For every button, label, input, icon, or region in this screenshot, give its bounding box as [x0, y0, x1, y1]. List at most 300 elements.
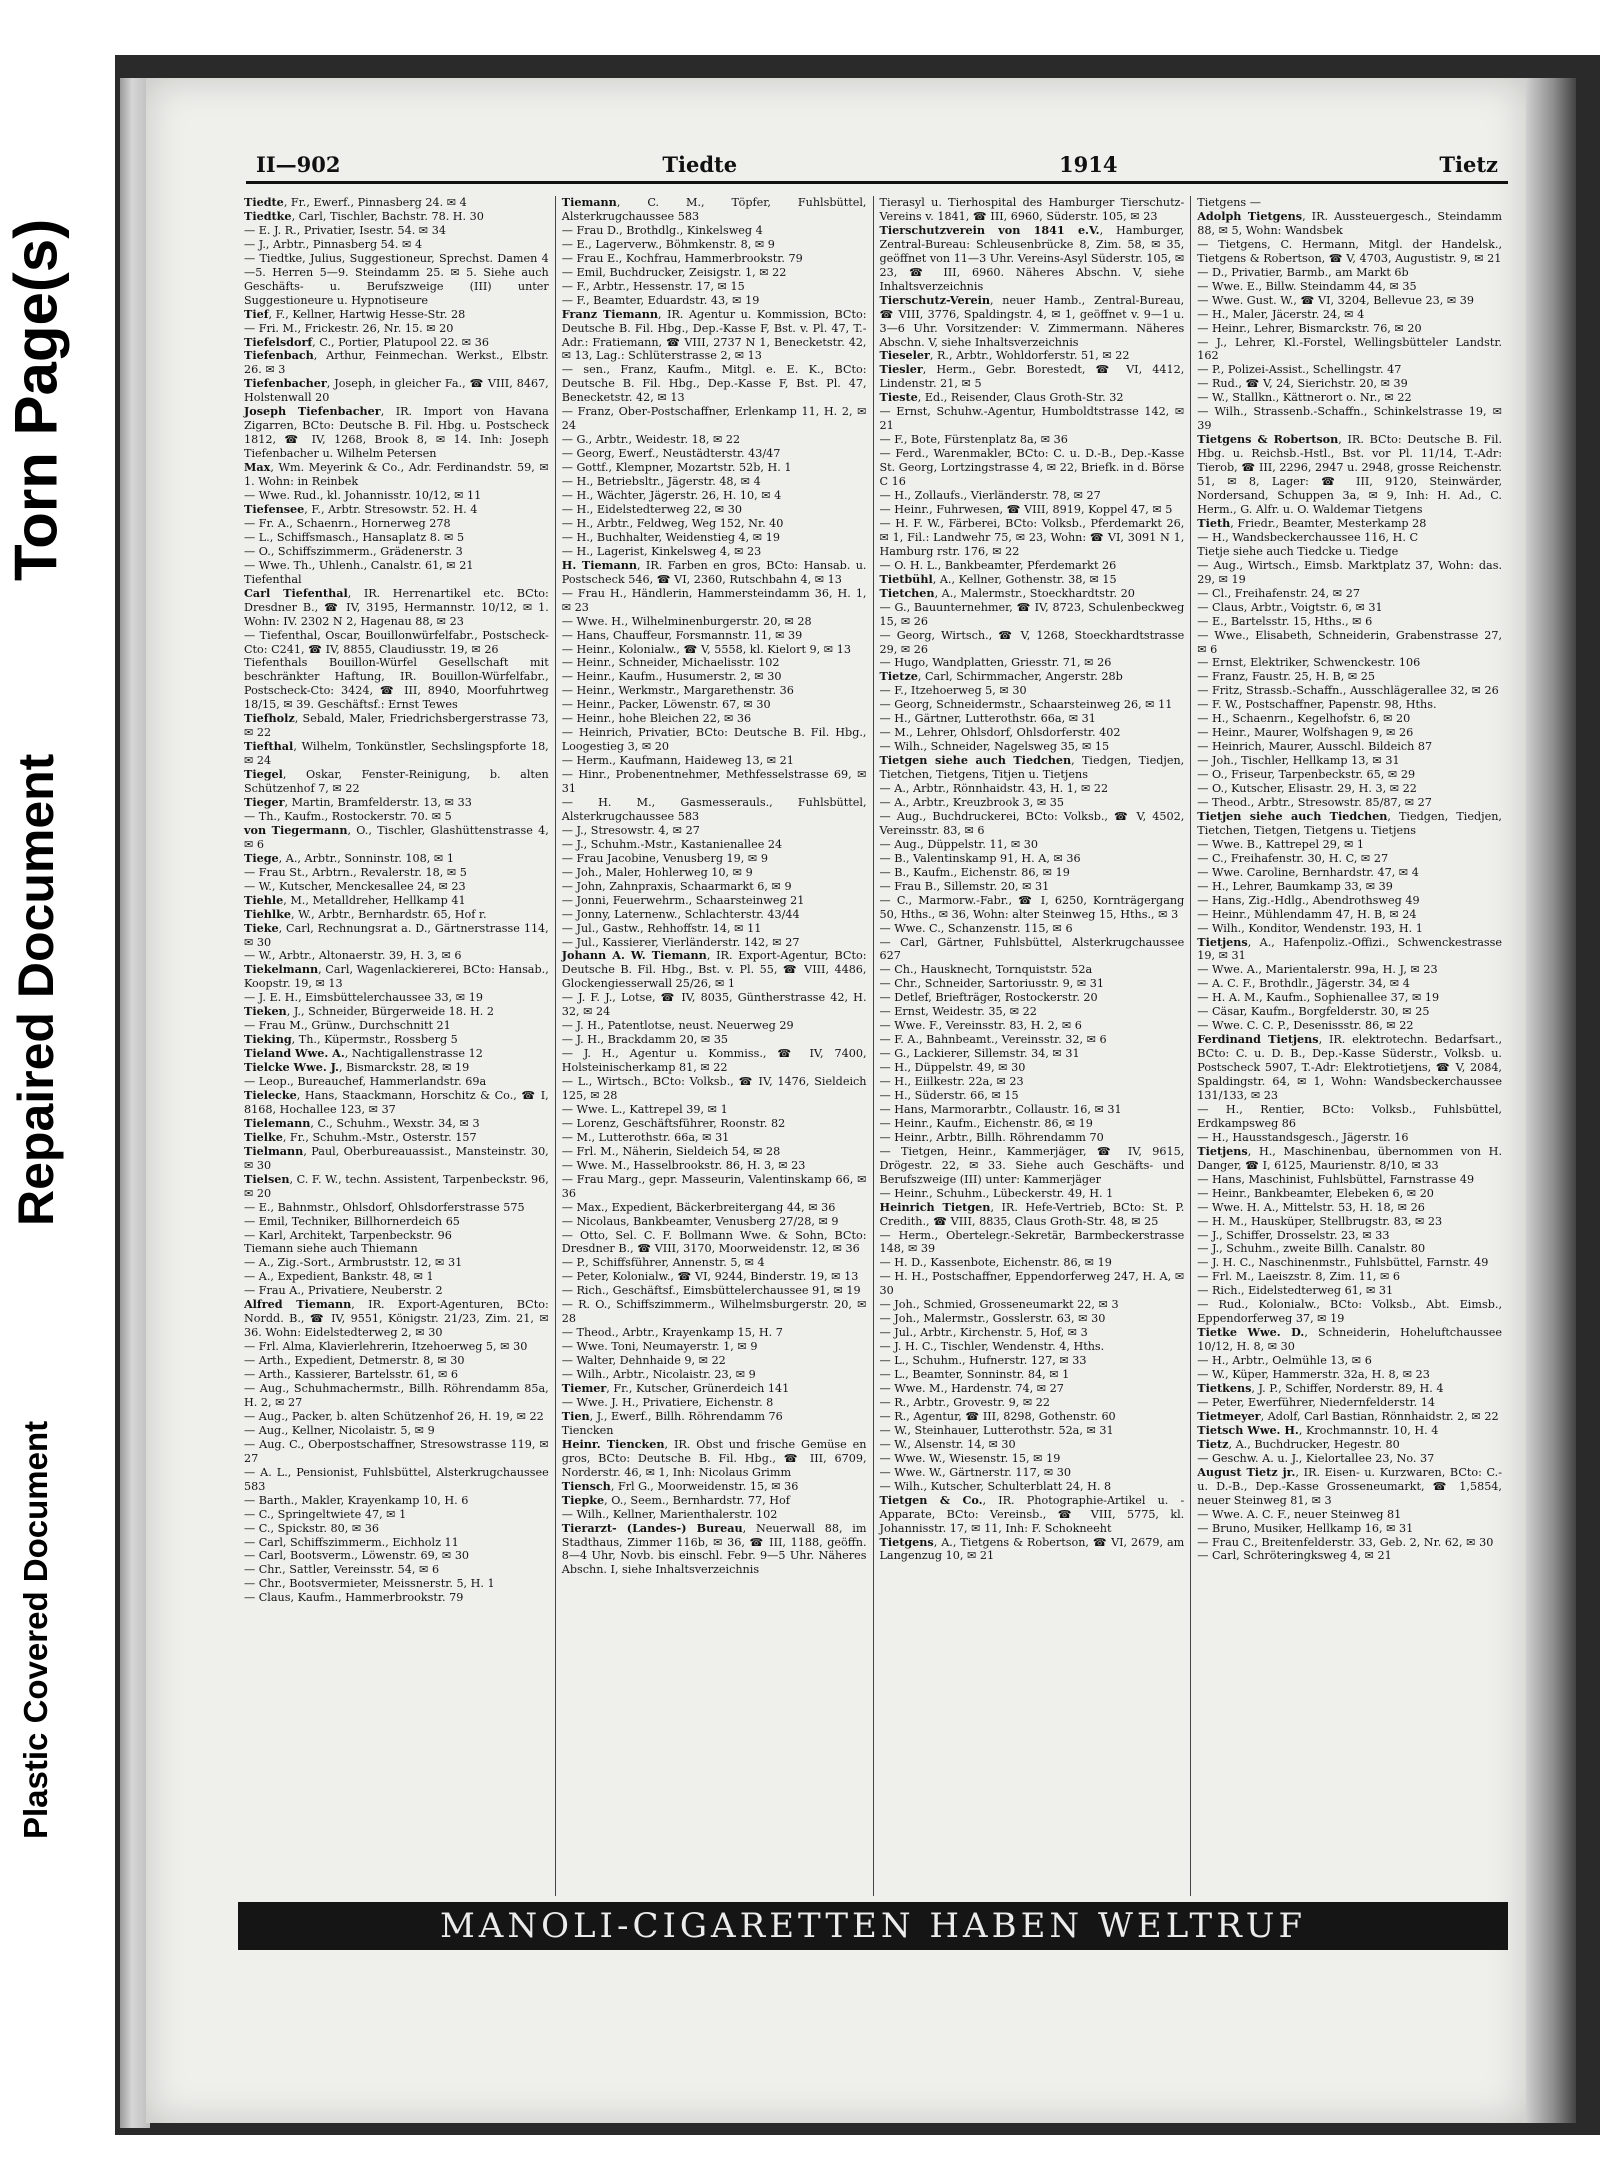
directory-entry: Tietze, Carl, Schirmmacher, Angerstr. 28b [879, 669, 1123, 684]
directory-entry: — O., Schiffszimmerm., Grädenerstr. 3 [244, 544, 463, 558]
directory-entry: Ferdinand Tietjens, IR. elektrotechn. Bedarfsart., BCto: C. u. D. B., Dep.-Kasse Süderstr., Volksb. u. Postscheck 5907, T.-Adr: Elektrotietjens, ☎ V, 2084, Spaldingstr. 64, ✉ 1, Wohn: Wandsbeckerchaussee 131/133, ✉ 23 [1197, 1032, 1503, 1102]
page-curl [1526, 78, 1576, 2123]
directory-entry: — H., Wächter, Jägerstr. 26, H. 10, ✉ 4 [561, 489, 782, 503]
directory-entry: — Wilh., Schneider, Nagelsweg 35, ✉ 15 [879, 740, 1110, 754]
directory-entry: — Chr., Bootsvermieter, Meissnerstr. 5, H. 1 [244, 1577, 495, 1591]
directory-entry: — Rich., Eidelstedterweg 61, ✉ 31 [1197, 1284, 1394, 1298]
directory-entry: Tieste, Ed., Reisender, Claus Groth-Str. 32 [879, 390, 1124, 405]
directory-entry: Tiemer, Fr., Kutscher, Grünerdeich 141 [561, 1381, 790, 1396]
directory-entry: Tierasyl u. Tierhospital des Hamburger Tierschutz-Vereins v. 1841, ☎ III, 6960, Süderstr. 105, ✉ 23 [879, 196, 1185, 223]
directory-entry: Tietgens, A., Tietgens & Robertson, ☎ VI, 2679, am Langenzug 10, ✉ 21 [879, 1534, 1185, 1563]
directory-entry: Tien, J., Ewerf., Billh. Röhrendamm 76 [561, 1408, 783, 1423]
directory-entry: — Leop., Bureauchef, Hammerlandstr. 69a [244, 1075, 487, 1089]
page-header [246, 143, 1508, 184]
directory-entry: — Joh., Maler, Hohlerweg 10, ✉ 9 [561, 865, 753, 879]
directory-entry: — M., Lehrer, Ohlsdorf, Ohlsdorferstr. 402 [879, 726, 1121, 740]
directory-entry: — Wilh., Kellner, Marienthalerstr. 102 [561, 1507, 778, 1521]
directory-entry: — Frl. Alma, Klavierlehrerin, Itzehoerweg 5, ✉ 30 [244, 1340, 528, 1354]
directory-entry: — Aug., Buchdruckerei, BCto: Volksb., ☎ V, 4502, Vereinsstr. 83, ✉ 6 [879, 809, 1185, 837]
directory-entry: — Arth., Kassierer, Bartelsstr. 61, ✉ 6 [244, 1368, 458, 1382]
directory-entry: — Aug., Wirtsch., Eimsb. Marktplatz 37, Wohn: das. 29, ✉ 19 [1197, 558, 1502, 586]
directory-entry: — Heinr., Lehrer, Bismarckstr. 76, ✉ 20 [1197, 321, 1422, 335]
directory-entry: — Walter, Dehnhaide 9, ✉ 22 [561, 1354, 726, 1368]
directory-entry: — A. C. F., Brothdlr., Jägerstr. 34, ✉ 4 [1197, 977, 1410, 991]
directory-entry: — J., Schiffer, Drosselstr. 23, ✉ 33 [1197, 1228, 1390, 1242]
directory-entry: Adolph Tietgens, IR. Aussteuergesch., Steindamm 88, ✉ 5, Wohn: Wandsbek [1197, 208, 1502, 237]
directory-entry: — Aug. C., Oberpostschaffner, Stresowstrasse 119, ✉ 27 [244, 1437, 549, 1465]
directory-entry: Tielemann, C., Schuhm., Wexstr. 34, ✉ 3 [244, 1115, 480, 1130]
directory-entry: — Jonny, Laternenw., Schlachterstr. 43/44 [561, 907, 800, 921]
directory-entry: — Joh., Schmied, Grosseneumarkt 22, ✉ 3 [879, 1298, 1119, 1312]
directory-entry: Tiensch, Frl G., Moorweidenstr. 15, ✉ 36 [561, 1478, 799, 1493]
directory-entry: — J. E. H., Eimsbüttelerchaussee 33, ✉ 19 [244, 991, 483, 1005]
directory-entry: — P., Schiffsführer, Annenstr. 5, ✉ 4 [561, 1256, 765, 1270]
directory-entry: — Wwe. H. A., Mittelstr. 53, H. 18, ✉ 26 [1197, 1200, 1425, 1214]
directory-entry: — Claus, Kaufm., Hammerbrookstr. 79 [244, 1591, 464, 1605]
directory-entry: Tieseler, R., Arbtr., Wohldorferstr. 51, ✉ 22 [879, 348, 1130, 363]
directory-entry: — O., Kutscher, Elisastr. 29, H. 3, ✉ 22 [1197, 782, 1417, 796]
directory-entry: Tiefenbach, Arthur, Feinmechan. Werkst., Elbstr. 26. ✉ 3 [244, 348, 549, 377]
directory-entry: Tietke Wwe. D., Schneiderin, Hoheluftchaussee 10/12, H. 8, ✉ 30 [1197, 1325, 1502, 1354]
directory-entry: — J. H. C., Tischler, Wendenstr. 4, Hths. [879, 1340, 1105, 1354]
directory-entry: — Georg, Wirtsch., ☎ V, 1268, Stoeckhardtstrasse 29, ✉ 26 [879, 628, 1185, 656]
directory-entry: — Detlef, Briefträger, Rostockerstr. 20 [879, 991, 1098, 1005]
directory-entry: — Carl, Gärtner, Fuhlsbüttel, Alsterkrugchaussee 627 [879, 935, 1185, 963]
directory-entry: Tiepke, O., Seem., Bernhardstr. 77, Hof [561, 1492, 790, 1507]
directory-entry: — Frau H., Händlerin, Hammersteindamm 36, H. 1, ✉ 23 [561, 586, 867, 614]
directory-entry: — Max., Expedient, Bäckerbreitergang 44, ✉ 36 [561, 1200, 836, 1214]
directory-entry: — M., Lutterothstr. 66a, ✉ 31 [561, 1130, 730, 1144]
directory-entry: Tief, F., Kellner, Hartwig Hesse-Str. 28 [244, 306, 466, 321]
directory-entry: Tielsen, C. F. W., techn. Assistent, Tarpenbeckstr. 96, ✉ 20 [244, 1171, 549, 1200]
directory-entry: — Arth., Expedient, Detmerstr. 8, ✉ 30 [244, 1354, 465, 1368]
directory-entry: — L., Schiffsmasch., Hansaplatz 8. ✉ 5 [244, 530, 465, 544]
directory-entry: — Frau C., Breitenfelderstr. 33, Geb. 2, Nr. 62, ✉ 30 [1197, 1535, 1494, 1549]
directory-entry: — W., Küper, Hammerstr. 32a, H. 8, ✉ 23 [1197, 1368, 1430, 1382]
directory-entry: Tieth, Friedr., Beamter, Mesterkamp 28 [1197, 515, 1427, 530]
directory-entry: Tiekelmann, Carl, Wagenlackiererei, BCto: Hansab., Koopstr. 19, ✉ 13 [244, 962, 549, 991]
directory-entry: — John, Zahnpraxis, Schaarmarkt 6, ✉ 9 [561, 879, 792, 893]
directory-entry: — H., Eidelstedterweg 22, ✉ 30 [561, 502, 742, 516]
directory-entry: — Ferd., Warenmakler, BCto: C. u. D.-B., Dep.-Kasse St. Georg, Lortzingstrasse 4, ✉ 22, Briefk. in d. Börse C 16 [879, 447, 1185, 489]
directory-entry: — Peter, Ewerführer, Niedernfelderstr. 14 [1197, 1395, 1435, 1409]
directory-entry: Tietz, A., Buchdrucker, Hegestr. 80 [1197, 1436, 1400, 1451]
directory-entry: — Theod., Arbtr., Krayenkamp 15, H. 7 [561, 1326, 783, 1340]
directory-entry: — R., Agentur, ☎ III, 8298, Gothenstr. 60 [879, 1409, 1116, 1423]
directory-entry: Tiegel, Oskar, Fenster-Reinigung, b. alten Schützenhof 7, ✉ 22 [244, 767, 549, 796]
directory-entry: Tiefenthals Bouillon-Würfel Gesellschaft mit beschränkter Haftung, IR. Bouillon-Würfelfabr., Postscheck-Cto: 3424, ☎ III, 8940, Moorfuhrtweg 18/15, ✉ 39. Geschäftsf.: Ernst Tewes [244, 656, 549, 712]
directory-entry: — Wilh., Kutscher, Schulterblatt 24, H. 8 [879, 1479, 1112, 1493]
directory-entry: — G., Bauunternehmer, ☎ IV, 8723, Schulenbeckweg 15, ✉ 26 [879, 600, 1185, 628]
directory-entry: — Franz, Faustr. 25, H. B, ✉ 25 [1197, 670, 1376, 684]
directory-entry: — Wwe. Gust. W., ☎ VI, 3204, Bellevue 23, ✉ 39 [1197, 293, 1475, 307]
directory-entry: — H., Wandsbeckerchaussee 116, H. C [1197, 530, 1419, 544]
directory-entry: Tierarzt- (Landes-) Bureau, Neuerwall 88, im Stadthaus, Zimmer 116b, ✉ 36, ☎ III, 1188, geöffn. 8—4 Uhr, Novb. bis einschl. Febr. 9—5 Uhr. Näheres Abschn. I, siehe Inhaltsverzeichnis [561, 1520, 867, 1577]
directory-entry: — H., Arbtr., Oelmühle 13, ✉ 6 [1197, 1354, 1372, 1368]
directory-entry: — Th., Kaufm., Rostockerstr. 70. ✉ 5 [244, 809, 452, 823]
directory-entry: — J., Stresowstr. 4, ✉ 27 [561, 823, 700, 837]
directory-entry: — H., Buchhalter, Weidenstieg 4, ✉ 19 [561, 530, 780, 544]
directory-entry: — Nicolaus, Bankbeamter, Venusberg 27/28, ✉ 9 [561, 1214, 839, 1228]
directory-entry: — F., Itzehoerweg 5, ✉ 30 [879, 684, 1027, 698]
directory-entry: Tieger, Martin, Bramfelderstr. 13, ✉ 33 [244, 794, 472, 809]
directory-entry: Tietgens & Robertson, IR. BCto: Deutsche B. Fil. Hbg. u. Reichsb.-Hstl., Bst. vor Pl. 11/14, T.-Adr: Tierob, ☎ III, 2296, 2947 u. 2948, grosse Reichenstr. 51, ✉ 8, Lager: ☎ III, 9120, Steinwärder, Nordersand, Schuppen 3a, ✉ 9, Inh: H. Ad., C. Herm., G. Alfr. u. O. Waldemar Tietgens [1197, 432, 1502, 516]
directory-entry: Tiefholz, Sebald, Maler, Friedrichsbergerstrasse 73, ✉ 22 [244, 711, 549, 740]
directory-entry: — Heinr., Werkmstr., Margarethenstr. 36 [561, 684, 794, 698]
directory-entry: — Tietgens, C. Hermann, Mitgl. der Handelsk., Tietgens & Robertson, ☎ V, 4703, Augustistr. 9, ✉ 21 [1197, 237, 1502, 265]
directory-entry: — W., Stallkn., Kättnerort o. Nr., ✉ 22 [1197, 391, 1412, 405]
directory-entry: — Wilh., Konditor, Wendenstr. 193, H. 1 [1197, 921, 1423, 935]
directory-entry: Franz Tiemann, IR. Agentur u. Kommission, BCto: Deutsche B. Fil. Hbg., Dep.-Kasse F, Bst. v. Pl. 47, T.-Adr.: Fratiemann, ☎ VIII, 2737 N 1, Benecketstr. 42, ✉ 13, Lag.: Schlüterstrasse 2, ✉ 13 [561, 306, 867, 363]
directory-entry: — H., Schaenrn., Kegelhofstr. 6, ✉ 20 [1197, 712, 1411, 726]
directory-entry: — Ernst, Elektriker, Schwenckestr. 106 [1197, 656, 1421, 670]
directory-entry: — Ernst, Weidestr. 35, ✉ 22 [879, 1005, 1037, 1019]
directory-entry: — Wwe. J. H., Privatiere, Eichenstr. 8 [561, 1395, 774, 1409]
directory-entry: — L., Schuhm., Hufnerstr. 127, ✉ 33 [879, 1354, 1087, 1368]
directory-entry: — Wilh., Arbtr., Nicolaistr. 23, ✉ 9 [561, 1368, 756, 1382]
directory-entry: Tietjens, A., Hafenpoliz.-Offizi., Schwenckestrasse 19, ✉ 31 [1197, 934, 1502, 963]
directory-entry: — H., Süderstr. 66, ✉ 15 [879, 1089, 1019, 1102]
header-year: 1914 [1059, 152, 1118, 177]
directory-entry: — Wwe. Rud., kl. Johannisstr. 10/12, ✉ 11 [244, 489, 482, 503]
directory-entry: — Frau B., Sillemstr. 20, ✉ 31 [879, 879, 1050, 893]
column-3 [874, 196, 1192, 1896]
directory-entry: — Karl, Architekt, Tarpenbeckstr. 96 [244, 1228, 452, 1242]
directory-entry: — Tietgen, Heinr., Kammerjäger, ☎ IV, 9615, Drögestr. 22, ✉ 33. Siehe auch Geschäfts- und Berufszweige (III) unter: Kammerjäger [879, 1144, 1185, 1186]
directory-entry: Tiefelsdorf, C., Portier, Platupool 22. ✉ 36 [244, 334, 489, 349]
directory-entry: Tierschutz-Verein, neuer Hamb., Zentral-Bureau, ☎ VIII, 3776, Spaldingstr. 4, ✉ 1, geöffnet v. 9—1 u. 3—6 Uhr. Vorsitzender: V. Zimmermann. Näheres Abschn. V, siehe Inhaltsverzeichnis [879, 292, 1185, 349]
directory-entry: Tielmann, Paul, Oberbureauassist., Mansteinstr. 30, ✉ 30 [244, 1143, 549, 1172]
directory-entry: — Ernst, Schuhw.-Agentur, Humboldtstrasse 142, ✉ 21 [879, 405, 1185, 433]
directory-entry: — Aug., Düppelstr. 11, ✉ 30 [879, 837, 1039, 851]
directory-entry: Tietgens — [1197, 196, 1261, 209]
directory-entry: — Hinr., Probenentnehmer, Methfesselstrasse 69, ✉ 31 [561, 768, 867, 796]
directory-entry: — Wwe. H., Wilhelminenburgerstr. 20, ✉ 28 [561, 614, 812, 628]
directory-entry: — Hans, Chauffeur, Forsmannstr. 11, ✉ 39 [561, 628, 803, 642]
directory-entry: — Cl., Freihafenstr. 24, ✉ 27 [1197, 586, 1360, 600]
directory-entry: — Rud., Kolonialw., BCto: Volksb., Abt. Eimsb., Eppendorferweg 37, ✉ 19 [1197, 1298, 1502, 1326]
directory-entry: Carl Tiefenthal, IR. Herrenartikel etc. BCto: Dresdner B., ☎ IV, 3195, Hermannstr. 10/12, ✉ 1. Wohn: IV. 2302 N 2, Hagenau 88, ✉ 23 [244, 585, 549, 628]
directory-entry: — Frl. M., Laeiszstr. 8, Zim. 11, ✉ 6 [1197, 1270, 1401, 1284]
directory-entry: — Joh., Malermstr., Gosslerstr. 63, ✉ 30 [879, 1312, 1106, 1326]
page-number: II—902 [256, 152, 341, 177]
directory-entry: — H., Rentier, BCto: Volksb., Fuhlsbüttel, Erdkampsweg 86 [1197, 1102, 1502, 1130]
directory-entry: Tiefenbacher, Joseph, in gleicher Fa., ☎ VIII, 8467, Holstenwall 20 [244, 376, 549, 405]
directory-entry: Tietchen, A., Malermstr., Stoeckhardtstr. 20 [879, 585, 1135, 600]
directory-entry: — Frau St., Arbtrn., Revalerstr. 18, ✉ 5 [244, 865, 467, 879]
directory-entry: — Aug., Packer, b. alten Schützenhof 26, H. 19, ✉ 22 [244, 1409, 544, 1423]
directory-entry: — E., Bahnmstr., Ohlsdorf, Ohlsdorferstrasse 575 [244, 1200, 525, 1214]
directory-entry: Tiemann, C. M., Töpfer, Fuhlsbüttel, Alsterkrugchaussee 583 [561, 196, 867, 223]
directory-entry: — L., Beamter, Sonninstr. 84, ✉ 1 [879, 1368, 1070, 1382]
directory-entry: — Wwe. Caroline, Bernhardstr. 47, ✉ 4 [1197, 865, 1419, 879]
directory-entry: — Heinr., Kaufm., Eichenstr. 86, ✉ 19 [879, 1116, 1093, 1130]
directory-entry: Tietje siehe auch Tiedcke u. Tiedge [1197, 544, 1399, 558]
directory-entry: — Wwe. M., Hasselbrookstr. 86, H. 3, ✉ 23 [561, 1158, 806, 1172]
column-1 [238, 196, 556, 1896]
header-right-word: Tietz [1439, 152, 1498, 177]
directory-entry: — J. F. J., Lotse, ☎ IV, 8035, Güntherstrasse 42, H. 32, ✉ 24 [561, 991, 867, 1019]
directory-entry: — Emil, Buchdrucker, Zeisigstr. 1, ✉ 22 [561, 265, 787, 279]
directory-entry: — H. M., Gasmesserauls., Fuhlsbüttel, Alsterkrugchaussee 583 [561, 795, 867, 823]
directory-entry: — H. F. W., Färberei, BCto: Volksb., Pferdemarkt 26, ✉ 1, Fil.: Landwehr 75, ✉ 23, Wohn: ☎ VI, 3091 N 1, Hamburg rstr. 176, ✉ 22 [879, 516, 1185, 558]
directory-entry: — A., Expedient, Bankstr. 48, ✉ 1 [244, 1270, 434, 1284]
directory-entry: — C., Freihafenstr. 30, H. C, ✉ 27 [1197, 851, 1389, 865]
directory-entry: Tiefthal, Wilhelm, Tonkünstler, Sechslingspforte 18, ✉ 24 [244, 739, 549, 768]
directory-entry: — O., Friseur, Tarpenbeckstr. 65, ✉ 29 [1197, 768, 1416, 782]
directory-entry: Heinr. Tiencken, IR. Obst und frische Gemüse en gros, BCto: Deutsche B. Fil. Hbg., ☎ III, 6709, Norderstr. 46, ✉ 1, Inh: Nicolaus Grimm [561, 1436, 867, 1479]
directory-entry: — Wwe. M., Hardenstr. 74, ✉ 27 [879, 1382, 1064, 1396]
directory-entry: — Wwe. W., Wiesenstr. 15, ✉ 19 [879, 1451, 1061, 1465]
plastic-covered-label: Plastic Covered Document [17, 1420, 54, 1840]
directory-entry: Tiedte, Fr., Ewerf., Pinnasberg 24. ✉ 4 [244, 196, 467, 209]
directory-entry: — Joh., Tischler, Hellkamp 13, ✉ 31 [1197, 754, 1400, 768]
directory-entry: — F., Arbtr., Hessenstr. 17, ✉ 15 [561, 279, 745, 293]
directory-entry: — Herm., Kaufmann, Haideweg 13, ✉ 21 [561, 754, 794, 768]
directory-entry: — H., Hausstandsgesch., Jägerstr. 16 [1197, 1130, 1409, 1144]
directory-entry: Tiehlke, W., Arbtr., Bernhardstr. 65, Hof r. [244, 906, 487, 921]
directory-entry: — L., Wirtsch., BCto: Volksb., ☎ IV, 1476, Sieldeich 125, ✉ 28 [561, 1075, 867, 1102]
directory-entry: — Emil, Techniker, Billhornerdeich 65 [244, 1214, 460, 1228]
column-4 [1191, 196, 1508, 1896]
directory-entry: — Jul., Gastw., Rehhoffstr. 14, ✉ 11 [561, 921, 762, 935]
directory-entry: Tieland Wwe. A., Nachtigallenstrasse 12 [244, 1046, 483, 1061]
directory-entry: — Wwe. E., Billw. Steindamm 44, ✉ 35 [1197, 279, 1417, 293]
directory-entry: — Wwe., Elisabeth, Schneiderin, Grabenstrasse 27, ✉ 6 [1197, 628, 1502, 656]
directory-entry: — H., Eiilkestr. 22a, ✉ 23 [879, 1075, 1024, 1089]
directory-entry: — F., Beamter, Eduardstr. 43, ✉ 19 [561, 293, 760, 307]
directory-entry: — Chr., Sattler, Vereinsstr. 54, ✉ 6 [244, 1563, 440, 1577]
directory-entry: — Wwe. A., Marientalerstr. 99a, H. J, ✉ 23 [1197, 963, 1438, 977]
directory-entry: — Wwe. C., Schanzenstr. 115, ✉ 6 [879, 921, 1073, 935]
directory-entry: Tietjen siehe auch Tiedchen, Tiedgen, Tiedjen, Tietchen, Tietgen, Tietgens u. Tietjens [1197, 808, 1502, 837]
directory-entry: — H. M., Hausküper, Stellbrugstr. 83, ✉ 23 [1197, 1214, 1443, 1228]
directory-entry: — Fritz, Strassb.-Schaffn., Ausschlägerallee 32, ✉ 26 [1197, 684, 1499, 698]
directory-entry: — Franz, Ober-Postschaffner, Erlenkamp 11, H. 2, ✉ 24 [561, 405, 867, 433]
directory-entry: — Heinr., Kolonialw., ☎ V, 5558, kl. Kielort 9, ✉ 13 [561, 642, 851, 656]
directory-entry: — H., Gärtner, Lutterothstr. 66a, ✉ 31 [879, 712, 1096, 726]
directory-entry: — Peter, Kolonialw., ☎ VI, 9244, Binderstr. 19, ✉ 13 [561, 1270, 859, 1284]
directory-entry: — Hans, Zig.-Hdlg., Abendrothsweg 49 [1197, 893, 1420, 907]
directory-entry: — Lorenz, Geschäftsführer, Roonstr. 82 [561, 1116, 786, 1130]
column-2 [556, 196, 874, 1896]
directory-entry: — E., Bartelsstr. 15, Hths., ✉ 6 [1197, 614, 1373, 628]
directory-entry: — Wwe. A. C. F., neuer Steinweg 81 [1197, 1507, 1402, 1521]
directory-entry: — Tiefenthal, Oscar, Bouillonwürfelfabr., Postscheck-Cto: C241, ☎ IV, 8855, Claudiusstr. 19, ✉ 26 [244, 628, 549, 656]
directory-entry: — Rich., Geschäftsf., Eimsbüttelerchaussee 91, ✉ 19 [561, 1284, 861, 1298]
directory-entry: — Otto, Sel. C. F. Bollmann Wwe. & Sohn, BCto: Dresdner B., ☎ VIII, 3170, Moorweidenstr. 12, ✉ 36 [561, 1228, 867, 1256]
directory-entry: — Frau E., Kochfrau, Hammerbrookstr. 79 [561, 251, 803, 265]
directory-entry: Tiege, A., Arbtr., Sonninstr. 108, ✉ 1 [244, 850, 454, 865]
directory-entry: Tiedtke, Carl, Tischler, Bachstr. 78. H. 30 [244, 208, 484, 223]
directory-entry: — G., Lackierer, Sillemstr. 34, ✉ 31 [879, 1047, 1080, 1061]
directory-entry: — Wwe. B., Kattrepel 29, ✉ 1 [1197, 837, 1364, 851]
directory-entry: — Jul., Arbtr., Kirchenstr. 5, Hof, ✉ 3 [879, 1326, 1088, 1340]
directory-entry: — Aug., Schuhmachermstr., Billh. Röhrendamm 85a, H. 2, ✉ 27 [244, 1382, 549, 1409]
directory-entry: — A., Arbtr., Kreuzbrook 3, ✉ 35 [879, 795, 1064, 809]
directory-entry: — Wwe. C. C. P., Desenissstr. 86, ✉ 22 [1197, 1019, 1414, 1033]
directory-entry: — Cäsar, Kaufm., Borgfelderstr. 30, ✉ 25 [1197, 1005, 1430, 1019]
directory-entry: — W., Kutscher, Menckesallee 24, ✉ 23 [244, 879, 466, 893]
directory-entry: — Wwe. Th., Uhlenh., Canalstr. 61, ✉ 21 [244, 558, 474, 572]
directory-entry: von Tiegermann, O., Tischler, Glashüttenstrasse 4, ✉ 6 [244, 822, 549, 851]
directory-entry: Tielecke, Hans, Staackmann, Horschitz & Co., ☎ I, 8168, Hochallee 123, ✉ 37 [244, 1088, 549, 1116]
directory-entry: — H., Lagerist, Kinkelsweg 4, ✉ 23 [561, 544, 762, 558]
directory-entry: — J. H., Brackdamm 20, ✉ 35 [561, 1033, 729, 1047]
directory-entry: — Wilh., Strassenb.-Schaffn., Schinkelstrasse 19, ✉ 39 [1197, 405, 1502, 433]
directory-entry: — C., Springeltwiete 47, ✉ 1 [244, 1507, 407, 1521]
directory-entry: — H., Maler, Jäcerstr. 24, ✉ 4 [1197, 307, 1365, 321]
directory-entry: — Heinr., Schuhm., Lübeckerstr. 49, H. 1 [879, 1186, 1114, 1200]
directory-entry: — H. H., Postschaffner, Eppendorferweg 247, H. A, ✉ 30 [879, 1270, 1185, 1298]
directory-entry: Tieking, Th., Küpermstr., Rossberg 5 [244, 1032, 458, 1047]
directory-entry: — Wwe. Toni, Neumayerstr. 1, ✉ 9 [561, 1340, 758, 1354]
directory-entry: — F. A., Bahnbeamt., Vereinsstr. 32, ✉ 6 [879, 1033, 1107, 1047]
directory-entry: Tietsch Wwe. H., Krochmannstr. 10, H. 4 [1197, 1422, 1439, 1437]
directory-entry: — H., Zollaufs., Vierländerstr. 78, ✉ 27 [879, 489, 1101, 503]
directory-entry: — Heinr., Fuhrwesen, ☎ VIII, 8919, Koppel 47, ✉ 5 [879, 502, 1173, 516]
directory-entry: — Claus, Arbtr., Voigtstr. 6, ✉ 31 [1197, 600, 1383, 614]
directory-entry: — Bruno, Musiker, Hellkamp 16, ✉ 31 [1197, 1521, 1414, 1535]
directory-entry: — Gottf., Klempner, Mozartstr. 52b, H. 1 [561, 461, 792, 475]
directory-entry: — Hans, Marmorarbtr., Collaustr. 16, ✉ 31 [879, 1102, 1122, 1116]
directory-entry: — Frau Jacobine, Venusberg 19, ✉ 9 [561, 851, 768, 865]
directory-entry: — Heinr., hohe Bleichen 22, ✉ 36 [561, 712, 752, 726]
directory-entry: — Wwe. L., Kattrepel 39, ✉ 1 [561, 1102, 728, 1116]
directory-entry: Heinrich Tietgen, IR. Hefe-Vertrieb, BCto: St. P. Credith., ☎ VIII, 8835, Claus Groth-Str. 48, ✉ 25 [879, 1199, 1185, 1228]
directory-entry: — Carl, Schröteringksweg 4, ✉ 21 [1197, 1549, 1392, 1563]
directory-entry: Tiehle, M., Metalldreher, Hellkamp 41 [244, 892, 466, 907]
directory-entry: — Heinr., Schneider, Michaelisstr. 102 [561, 656, 780, 670]
directory-entry: — Carl, Schiffszimmerm., Eichholz 11 [244, 1535, 459, 1549]
directory-entry: — H., Betriebsltr., Jägerstr. 48, ✉ 4 [561, 475, 761, 489]
directory-entry: — Geschw. A. u. J., Kielortallee 23, No. 37 [1197, 1451, 1435, 1465]
directory-entry: — Rud., ☎ V, 24, Sierichstr. 20, ✉ 39 [1197, 377, 1408, 391]
directory-entry: — Georg, Schneidermstr., Schaarsteinweg 26, ✉ 11 [879, 698, 1173, 712]
directory-entry: August Tietz jr., IR. Eisen- u. Kurzwaren, BCto: C.- u. D.-B., Dep.-Kasse Grosseneumarkt, ☎ 1,5854, neuer Steinweg 81, ✉ 3 [1197, 1464, 1502, 1507]
directory-entry: — H., Lehrer, Baumkamp 33, ✉ 39 [1197, 879, 1393, 893]
directory-entry: — Frl. M., Näherin, Sieldeich 54, ✉ 28 [561, 1144, 781, 1158]
directory-entry: Tielke, Fr., Schuhm.-Mstr., Osterstr. 157 [244, 1129, 477, 1144]
directory-entry: — J. H., Patentlotse, neust. Neuerweg 29 [561, 1019, 794, 1033]
directory-entry: — Aug., Kellner, Nicolaistr. 5, ✉ 9 [244, 1423, 435, 1437]
directory-entry: Tieke, Carl, Rechnungsrat a. D., Gärtnerstrasse 114, ✉ 30 [244, 920, 549, 949]
directory-entry: — F. W., Postschaffner, Papenstr. 98, Hths. [1197, 698, 1437, 712]
directory-entry: — G., Arbtr., Weidestr. 18, ✉ 22 [561, 433, 741, 447]
directory-entry: — A., Zig.-Sort., Armbruststr. 12, ✉ 31 [244, 1256, 463, 1270]
directory-entry: — Frau A., Privatiere, Neuberstr. 2 [244, 1284, 443, 1298]
directory-entry: Tierschutzverein von 1841 e.V., Hamburger, Zentral-Bureau: Schleusenbrücke 8, Zim. 58, ✉ 35, geöffnet von 11—3 Uhr. Vereins-Asyl Süderstr. 105, ✉ 23, ☎ III, 6960. Näheres Abschn. V, siehe Inhaltsverzeichnis [879, 222, 1185, 293]
directory-entry: Tietgen siehe auch Tiedchen, Tiedgen, Tiedjen, Tietchen, Tietgens, Titjen u. Tietjens [879, 753, 1185, 782]
directory-entry: Tietkens, J. P., Schiffer, Norderstr. 89, H. 4 [1197, 1381, 1444, 1396]
directory-entry: — Jonni, Feuerwehrm., Schaarsteinweg 21 [561, 893, 805, 907]
directory-entry: Johann A. W. Tiemann, IR. Export-Agentur, BCto: Deutsche B. Fil. Hbg., Bst. v. Pl. 55, ☎ VIII, 4486, Glockengiesserwall 25/26, ✉ 1 [561, 948, 867, 991]
directory-entry: — J., Schuhm.-Mstr., Kastanienallee 24 [561, 837, 783, 851]
directory-entry: — Fr. A., Schaenrn., Hornerweg 278 [244, 516, 451, 530]
directory-entry: — E. J. R., Privatier, Isestr. 54. ✉ 34 [244, 223, 446, 237]
directory-entry: Tiemann siehe auch Thiemann [244, 1242, 418, 1256]
directory-entry: — Carl, Bootsverm., Löwenstr. 69, ✉ 30 [244, 1549, 470, 1563]
directory-entry: Tiesler, Herm., Gebr. Borestedt, ☎ VI, 4412, Lindenstr. 21, ✉ 5 [879, 362, 1185, 391]
directory-entry: — Georg, Ewerf., Neustädterstr. 43/47 [561, 447, 781, 461]
directory-entry: — Fri. M., Frickestr. 26, Nr. 15. ✉ 20 [244, 321, 454, 335]
directory-entry: Tielcke Wwe. J., Bismarckstr. 28, ✉ 19 [244, 1060, 470, 1075]
directory-entry: Joseph Tiefenbacher, IR. Import von Havana Zigarren, BCto: Deutsche B. Fil. Hbg. u. Postscheck 1812, ☎ IV, 1268, Brook 8, ✉ 14. Inh: Joseph Tiefenbacher u. Wilhelm Petersen [244, 404, 549, 461]
header-left-word: Tiedte [662, 152, 738, 177]
directory-entry: — A. L., Pensionist, Fuhlsbüttel, Alsterkrugchaussee 583 [244, 1465, 549, 1493]
directory-entry: Tiefenthal [244, 572, 302, 586]
directory-entry: — H. D., Kassenbote, Eichenstr. 86, ✉ 19 [879, 1256, 1112, 1270]
directory-entry: — Heinr., Mühlendamm 47, H. B, ✉ 24 [1197, 907, 1417, 921]
directory-entry: — Hugo, Wandplatten, Griesstr. 71, ✉ 26 [879, 656, 1112, 670]
directory-entry: — O. H. L., Bankbeamter, Pferdemarkt 26 [879, 558, 1117, 572]
directory-entry: Tieken, J., Schneider, Bürgerweide 18. H. 2 [244, 1004, 495, 1019]
directory-entry: — P., Polizei-Assist., Schellingstr. 47 [1197, 363, 1402, 377]
directory-entry: — Heinr., Arbtr., Billh. Röhrendamm 70 [879, 1130, 1104, 1144]
directory-entry: — H., Arbtr., Feldweg, Weg 152, Nr. 40 [561, 516, 784, 530]
directory-entry: Max, Wm. Meyerink & Co., Adr. Ferdinandstr. 59, ✉ 1. Wohn: in Reinbek [244, 460, 549, 489]
directory-entry: — Heinrich, Privatier, BCto: Deutsche B. Fil. Hbg., Loogestieg 3, ✉ 20 [561, 726, 867, 754]
directory-entry: — W., Steinhauer, Lutterothstr. 52a, ✉ 31 [879, 1423, 1114, 1437]
directory-entry: — R., Arbtr., Grovestr. 9, ✉ 22 [879, 1395, 1051, 1409]
directory-entry: — J., Schuhm., zweite Billh. Canalstr. 80 [1197, 1242, 1426, 1256]
directory-entry: — Frau M., Grünw., Durchschnitt 21 [244, 1019, 451, 1033]
directory-entry: — Tiedtke, Julius, Suggestioneur, Sprechst. Damen 4—5. Herren 5—9. Steindamm 25. ✉ 5. Siehe auch Geschäfts- u. Berufszweige (III) unter Suggestioneure u. Hypnotiseure [244, 251, 549, 307]
directory-entry: — Frau Marg., gepr. Masseurin, Valentinskamp 66, ✉ 36 [561, 1172, 867, 1200]
directory-entry: — Heinrich, Maurer, Ausschl. Bildeich 87 [1197, 740, 1433, 754]
directory-entry: — W., Alsenstr. 14, ✉ 30 [879, 1437, 1016, 1451]
directory-entry: Tietgen & Co., IR. Photographie-Artikel u. -Apparate, BCto: Vereinsb., ☎ VIII, 5775, kl. Johannisstr. 17, ✉ 11, Inh: F. Schokneeht [879, 1492, 1185, 1535]
directory-entry: — Barth., Makler, Krayenkamp 10, H. 6 [244, 1493, 469, 1507]
directory-entry: — H. A. M., Kaufm., Sophienallee 37, ✉ 19 [1197, 991, 1440, 1005]
directory-entry: — F., Bote, Fürstenplatz 8a, ✉ 36 [879, 433, 1068, 447]
directory-entry: — J. H., Agentur u. Kommiss., ☎ IV, 7400, Holsteinischerkamp 81, ✉ 22 [561, 1047, 867, 1075]
directory-entry: — sen., Franz, Kaufm., Mitgl. e. E. K., BCto: Deutsche B. Fil. Hbg., Dep.-Kasse F, Bst. Pl. 47, Benecketstr. 42, ✉ 13 [561, 363, 867, 405]
directory-entry: H. Tiemann, IR. Farben en gros, BCto: Hansab. u. Postscheck 546, ☎ VI, 2360, Rutschbahn 4, ✉ 13 [561, 557, 867, 586]
directory-entry: — Wwe. F., Vereinsstr. 83, H. 2, ✉ 6 [879, 1019, 1082, 1033]
directory-entry: — H., Düppelstr. 49, ✉ 30 [879, 1061, 1026, 1075]
advertisement-banner: MANOLI-CIGARETTEN HABEN WELTRUF [238, 1902, 1508, 1950]
directory-entry: Tietbühl, A., Kellner, Gothenstr. 38, ✉ 15 [879, 571, 1117, 586]
directory-entry: — Theod., Arbtr., Stresowstr. 85/87, ✉ 27 [1197, 795, 1432, 809]
directory-entry: — Jul., Kassierer, Vierländerstr. 142, ✉ 27 [561, 935, 800, 949]
directory-entry: — E., Lagerverw., Böhmkenstr. 8, ✉ 9 [561, 237, 775, 251]
torn-pages-label: Torn Page(s) [2, 218, 70, 582]
directory-entry: — C., Spickstr. 80, ✉ 36 [244, 1521, 380, 1535]
directory-entry: — Ch., Hausknecht, Tornquiststr. 52a [879, 963, 1093, 977]
directory-entry: — Herm., Obertelegr.-Sekretär, Barmbeckerstrasse 148, ✉ 39 [879, 1228, 1185, 1256]
directory-entry: — Heinr., Packer, Löwenstr. 67, ✉ 30 [561, 698, 771, 712]
directory-entry: Tiencken [561, 1423, 614, 1437]
directory-entry: — R. O., Schiffszimmerm., Wilhelmsburgerstr. 20, ✉ 28 [561, 1298, 867, 1326]
repaired-document-label: Repaired Document [8, 753, 64, 1227]
directory-entry: — A., Arbtr., Rönnhaidstr. 43, H. 1, ✉ 22 [879, 782, 1109, 796]
directory-entry: — J., Lehrer, Kl.-Forstel, Wellingsbütteler Landstr. 162 [1197, 335, 1502, 363]
directory-entry: — C., Marmorw.-Fabr., ☎ I, 6250, Kornträgergang 50, Hths., ✉ 36, Wohn: alter Steinweg 15, Hths., ✉ 3 [879, 893, 1185, 921]
directory-entry: Tietmeyer, Adolf, Carl Bastian, Rönnhaidstr. 2, ✉ 22 [1197, 1408, 1499, 1423]
directory-entry: — Frau D., Brothdlg., Kinkelsweg 4 [561, 223, 763, 237]
directory-entry: — Heinr., Kaufm., Husumerstr. 2, ✉ 30 [561, 670, 782, 684]
directory-entry: — B., Kaufm., Eichenstr. 86, ✉ 19 [879, 865, 1070, 879]
directory-entry: — Hans, Maschinist, Fuhlsbüttel, Farnstrasse 49 [1197, 1172, 1475, 1186]
directory-entry: Tiefensee, F., Arbtr. Stresowstr. 52. H. 4 [244, 501, 478, 516]
directory-entry: — D., Privatier, Barmb., am Markt 6b [1197, 265, 1409, 279]
directory-entry: — J., Arbtr., Pinnasberg 54. ✉ 4 [244, 237, 423, 251]
directory-entry: — Chr., Schneider, Sartoriusstr. 9, ✉ 31 [879, 977, 1104, 991]
directory-entry: — J. H. C., Naschinenmstr., Fuhlsbüttel, Farnstr. 49 [1197, 1256, 1489, 1270]
directory-entry: Tietjens, H., Maschinenbau, übernommen von H. Danger, ☎ I, 6125, Maurienstr. 8/10, ✉ 33 [1197, 1143, 1502, 1172]
directory-entry: Alfred Tiemann, IR. Export-Agenturen, BCto: Nordd. B., ☎ IV, 9551, Königstr. 21/23, Zim. 21, ✉ 36. Wohn: Eidelstedterweg 2, ✉ 30 [244, 1297, 549, 1340]
